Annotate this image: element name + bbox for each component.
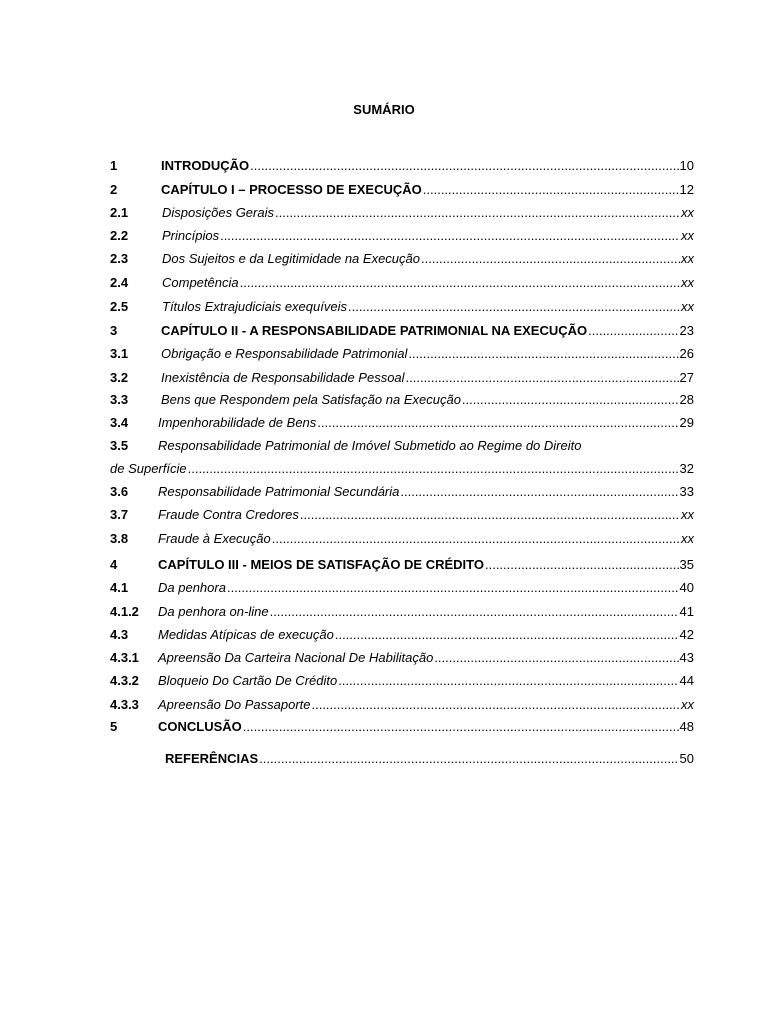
toc-entry (110, 227, 694, 245)
dot-leader (300, 506, 680, 524)
dot-leader (406, 369, 679, 387)
toc-entry-number: 4 (110, 557, 118, 572)
toc-entry-title: Da penhora (158, 580, 226, 595)
dot-leader (270, 603, 679, 621)
dot-leader (462, 391, 679, 409)
dot-leader (338, 672, 678, 690)
toc-entry-title: CAPÍTULO II - A RESPONSABILIDADE PATRIMONIAL NA EXECUÇÃO (161, 323, 588, 338)
toc-entry (110, 750, 694, 768)
toc-entry-page: 23 (679, 323, 694, 338)
toc-entry (110, 345, 694, 363)
toc-entry (110, 181, 694, 199)
toc-entry-title: Apreensão Da Carteira Nacional De Habilitação (158, 650, 434, 665)
dot-leader (220, 227, 680, 245)
toc-entry-page: 27 (679, 370, 694, 385)
toc-entry-page: 32 (679, 461, 694, 476)
toc-entry-page: xx (681, 251, 694, 266)
toc-entry-page: 43 (679, 650, 694, 665)
toc-entry (110, 672, 694, 690)
toc-entry-page: 10 (679, 158, 694, 173)
toc-entry-page: 42 (679, 627, 694, 642)
toc-entry-title: Medidas Atípicas de execução (158, 627, 334, 642)
toc-entry-number: 2.3 (110, 251, 129, 266)
toc-entry (110, 437, 694, 455)
toc-entry-page: xx (681, 205, 694, 220)
dot-leader (485, 556, 679, 574)
toc-entry-page: xx (681, 531, 694, 546)
toc-entry-page: xx (681, 697, 694, 712)
dot-leader (227, 579, 679, 597)
dot-leader (311, 696, 680, 714)
toc-entry-page: 33 (679, 484, 694, 499)
toc-entry-page: xx (681, 275, 694, 290)
toc-entry-page: xx (681, 299, 694, 314)
toc-entry (110, 603, 694, 621)
toc-entry (110, 696, 694, 714)
toc-entry (110, 556, 694, 574)
toc-entry-title: Responsabilidade Patrimonial de Imóvel Submetido ao Regime do Direito (158, 438, 582, 453)
toc-entry-title: Fraude Contra Credores (158, 507, 299, 522)
toc-entry-number: 4.3 (110, 627, 129, 642)
dot-leader (317, 414, 678, 432)
toc-entry-page: 41 (679, 604, 694, 619)
toc-entry (110, 204, 694, 222)
toc-entry-number: 3.4 (110, 415, 129, 430)
toc-entry-title: Apreensão Do Passaporte (158, 697, 311, 712)
dot-leader (408, 345, 678, 363)
toc-entry (110, 322, 694, 340)
toc-entry-title: CONCLUSÃO (158, 719, 242, 734)
toc-entry-number: 2.5 (110, 299, 129, 314)
toc-entry-title: Responsabilidade Patrimonial Secundária (158, 484, 400, 499)
dot-leader (272, 530, 680, 548)
toc-entry-title: Dos Sujeitos e da Legitimidade na Execução (162, 251, 420, 266)
toc-entry-number: 3.8 (110, 531, 129, 546)
toc-entry-title: Princípios (162, 228, 220, 243)
toc-entry (110, 369, 694, 387)
toc-entry-title: Bloqueio Do Cartão De Crédito (158, 673, 338, 688)
toc-entry-page: 50 (679, 751, 694, 766)
toc-entry-title: Inexistência de Responsabilidade Pessoal (161, 370, 405, 385)
toc-entry-number: 2.2 (110, 228, 129, 243)
dot-leader (400, 483, 678, 501)
toc-entry-number: 1 (110, 158, 118, 173)
dot-leader (275, 204, 680, 222)
toc-entry-number: 2.1 (110, 205, 129, 220)
toc-entry (110, 626, 694, 644)
toc-entry-number: 3 (110, 323, 118, 338)
toc-entry-number: 4.1 (110, 580, 129, 595)
toc-entry (110, 157, 694, 175)
dot-leader (250, 157, 678, 175)
toc-entry-number: 3.2 (110, 370, 129, 385)
toc-entry-number: 2.4 (110, 275, 129, 290)
toc-entry-title: Obrigação e Responsabilidade Patrimonial (161, 346, 408, 361)
toc-entry-title: CAPÍTULO III - MEIOS DE SATISFAÇÃO DE CRÉDITO (158, 557, 484, 572)
toc-entry-number: 3.6 (110, 484, 129, 499)
toc-entry-number: 2 (110, 182, 118, 197)
dot-leader (421, 250, 680, 268)
dot-leader (259, 750, 678, 768)
toc-entry-title: Da penhora on-line (158, 604, 269, 619)
toc-entry (110, 579, 694, 597)
toc-entry (110, 274, 694, 292)
toc-entry-page: 48 (679, 719, 694, 734)
dot-leader (188, 460, 679, 478)
toc-entry-title: Fraude à Execução (158, 531, 271, 546)
dot-leader (240, 274, 680, 292)
toc-entry (110, 718, 694, 736)
toc-entry-number: 4.3.1 (110, 650, 139, 665)
toc-entry (110, 391, 694, 409)
toc-entry-title: REFERÊNCIAS (165, 751, 259, 766)
dot-leader (423, 181, 679, 199)
toc-entry-page: 12 (679, 182, 694, 197)
dot-leader (434, 649, 678, 667)
toc-entry-number: 3.1 (110, 346, 129, 361)
toc-entry-page: 35 (679, 557, 694, 572)
toc-entry-page: 40 (679, 580, 694, 595)
toc-entry-number: 4.3.2 (110, 673, 139, 688)
toc-entry (110, 298, 694, 316)
toc-entry-page: 28 (679, 392, 694, 407)
toc-entry (110, 414, 694, 432)
toc-entry-number: 3.7 (110, 507, 129, 522)
toc-entry (110, 530, 694, 548)
dot-leader (335, 626, 679, 644)
toc-entry-title: Competência (162, 275, 239, 290)
toc-entry-number: 3.3 (110, 392, 129, 407)
toc-entry-continuation (110, 460, 694, 478)
toc-entry-number: 3.5 (110, 438, 129, 453)
toc-entry-title: CAPÍTULO I – PROCESSO DE EXECUÇÃO (161, 182, 422, 197)
toc-entry-page: 29 (679, 415, 694, 430)
toc-entry-number: 4.3.3 (110, 697, 139, 712)
toc-entry-title: Bens que Respondem pela Satisfação na Execução (161, 392, 461, 407)
page-title: SUMÁRIO (353, 102, 415, 117)
toc-entry-page: 26 (679, 346, 694, 361)
toc-entry (110, 649, 694, 667)
toc-entry (110, 250, 694, 268)
toc-entry (110, 506, 694, 524)
toc-entry-title: Títulos Extrajudiciais exequíveis (162, 299, 347, 314)
toc-entry-title: INTRODUÇÃO (161, 158, 250, 173)
toc-entry (110, 483, 694, 501)
toc-entry-number: 4.1.2 (110, 604, 139, 619)
toc-entry-number: 5 (110, 719, 118, 734)
toc-entry-title: Impenhorabilidade de Bens (158, 415, 317, 430)
dot-leader (588, 322, 678, 340)
toc-entry-page: xx (681, 507, 694, 522)
toc-entry-title: Disposições Gerais (162, 205, 274, 220)
dot-leader (348, 298, 680, 316)
toc-entry-title-continued: de Superfície (110, 461, 187, 476)
toc-entry-page: 44 (679, 673, 694, 688)
dot-leader (243, 718, 679, 736)
toc-entry-page: xx (681, 228, 694, 243)
